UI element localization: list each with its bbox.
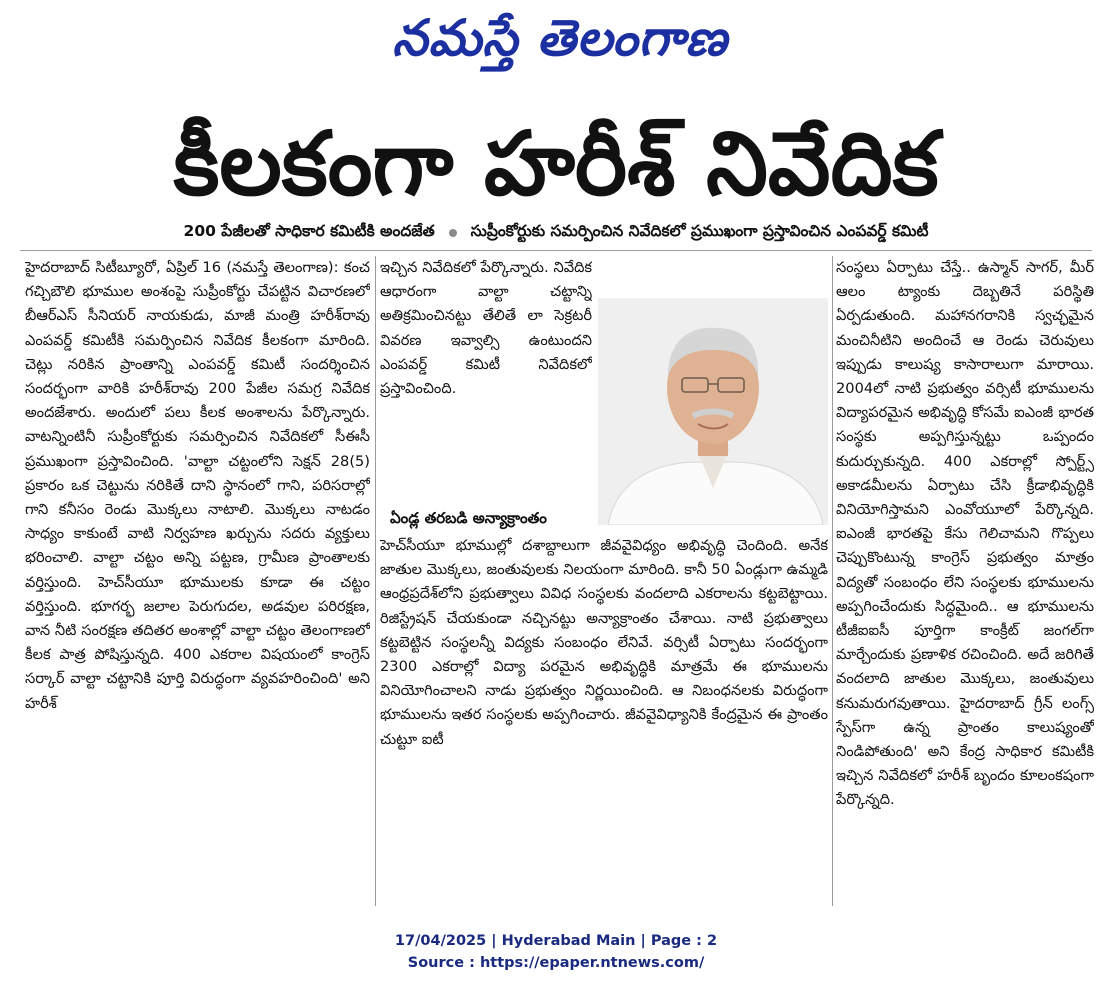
bullet-dot-icon (449, 229, 457, 237)
column-divider (375, 256, 376, 906)
column-divider (832, 256, 833, 906)
article-column-3 (836, 256, 1094, 906)
article-column-1 (25, 256, 370, 906)
article-text: ఇచ్చిన నివేదికలో పేర్కొన్నారు. నివేదిక ఆధారంగా వాల్టా చట్టాన్ని అతిక్రమించినట్టు తేలితే లా సెక్రటరీ వివరణ ఇవ్వాల్సి ఉంటుందని ఎంపవర్డ్ కమిటీ నివేదికలో ప్రస్తావించింది. (380, 259, 592, 398)
portrait-icon (598, 298, 828, 525)
section-heading: ఏండ్ల తరబడి అన్యాక్రాంతం (390, 509, 547, 527)
subhead-1: 200 పేజీలతో సాధికార కమిటీకి అందజేత (183, 222, 435, 240)
source-line: Source : https://epaper.ntnews.com/ (407, 955, 705, 971)
subheads (20, 220, 1092, 246)
article-text: హైదరాబాద్ సిటీబ్యూరో, ఏప్రిల్ 16 (నమస్తే తెలంగాణ): కంచ గచ్చిబౌలి భూముల అంశంపై సుప్రీంకోర్టు చేపట్టిన విచారణలో బీఆర్ఎస్ సీనియర్ నాయకుడు, మాజీ మంత్రి హరీశ్‌రావు ఎంపవర్డ్ కమిటీకి సమర్పించిన నివేదిక కీలకంగా మారింది. చెట్లు నరికిన ప్రాంతాన్ని ఎంపవర్డ్ కమిటీ సందర్శించిన సందర్భంగా వారికి హరీశ్‌రావు 200 పేజీల సమగ్ర నివేదిక అందజేశారు. అందులో పలు కీలక అంశాలను పేర్కొన్నారు. వాటన్నింటినీ సుప్రీంకోర్టుకు సమర్పించిన నివేదికలో సీఈసీ ప్రముఖంగా ప్రస్తావించింది. 'వాల్టా చట్టంలోని సెక్షన్ 28(5) ప్రకారం ఒక చెట్టును నరికితే దాని స్థానంలో గాని, పరిసరాల్లో గాని కనీసం రెండు మొక్కలు నాటాలి. మొక్కలు నాటడం సాధ్యం కాకుంటే వాటి నిర్వహణ ఖర్చును సదరు వ్యక్తులు భరించాలి. వాల్టా చట్టం అన్ని పట్టణ, గ్రామీణ ప్రాంతాలకు వర్తిస్తుంది. హెచ్‌సీయూ భూములకు కూడా ఈ చట్టం వర్తిస్తుంది. భూగర్భ జలాల పెరుగుదల, అడవుల పరిరక్షణ, వాన నీటి సంరక్షణ తదితర అంశాల్లో వాల్టా చట్టం తెలంగాణలో కీలక పాత్ర పోషిస్తున్నది. 400 ఎకరాల విషయంలో కాంగ్రెస్ సర్కార్ వాల్టా చట్టానికి పూర్తి విరుద్ధంగా వ్యవహరించింది' అని హరీశ్ (25, 259, 370, 712)
headline: కీలకంగా హరీశ్ నివేదిక (173, 112, 939, 215)
article-text: హెచ్‌సీయూ భూముల్లో దశాబ్దాలుగా జీవవైవిధ్యం అభివృద్ధి చెందింది. అనేక జాతుల మొక్కలు, జంతువులకు నిలయంగా మారింది. కానీ 50 ఏండ్లుగా ఉమ్మడి ఆంధ్రప్రదేశ్‌లోని ప్రభుత్వాలు వివిధ సంస్థలకు వందలాది ఎకరాలను కట్టబెట్టాయి. రిజిస్ట్రేషన్ చేయకుండా నచ్చినట్టు అన్యాక్రాంతం చేశాయి. నాటి ప్రభుత్వాలు కట్టబెట్టిన సంస్థలన్నీ విద్యకు సంబంధం లేనివే. వర్సిటీ ఏర్పాటు సందర్భంగా 2300 ఎకరాల్లో విద్యా పరమైన అభివృద్ధికి మాత్రమే ఈ భూములను వినియోగించాలని నాడు ప్రభుత్వం నిర్ణయించింది. ఆ నిబంధనలకు విరుద్ధంగా భూములను ఇతర సంస్థలకు అప్పగించారు. జీవవైవిధ్యానికి కేంద్రమైన ఈ ప్రాంతం చుట్టూ ఐటీ (380, 537, 828, 748)
article-column-2-bottom (380, 534, 828, 906)
divider (20, 250, 1092, 251)
article-text: సంస్థలు ఏర్పాటు చేస్తే.. ఉస్మాన్ సాగర్, మీర్ ఆలం ట్యాంకు దెబ్బతినే పరిస్థితి ఏర్పడుతుంది. మహానగరానికి స్వచ్ఛమైన మంచినీటిని అందించే ఆ రెండు చెరువులు ఇప్పుడు కాలుష్య కాసారాలుగా మారాయి. 2004లో నాటి ప్రభుత్వం వర్సిటీ భూములను విద్యాపరమైన అభివృద్ధి కోసమే ఐఎంజీ భారత సంస్థకు అప్పగిస్తున్నట్టు ఒప్పందం కుదుర్చుకున్నది. 400 ఎకరాల్లో స్పోర్ట్స్ అకాడమీలను ఏర్పాటు చేసి క్రీడాభివృద్ధికి వినియోగిస్తామని ఎంవోయూలో పేర్కొన్నది. ఐఎంజీ భారతపై కేసు గెలిచామని గొప్పలు చెప్పుకొంటున్న కాంగ్రెస్ ప్రభుత్వం మాత్రం విద్యతో సంబంధం లేని సంస్థలకు భూములను అప్పగించేందుకు సిద్ధమైంది.. ఆ భూములను టీజీఐఐసీ పూర్తిగా కాంక్రీట్ జంగల్‌గా మార్చేందుకు ప్రణాళిక రచించింది. అదే జరిగితే వందలాది జాతుల మొక్కలు, జంతువులు కనుమరుగవుతాయి. హైదరాబాద్ గ్రీన్ లంగ్స్ స్పేస్‌గా ఉన్న ప్రాంతం కాలుష్యంతో నిండిపోతుంది' అని కేంద్ర సాధికార కమిటీకి ఇచ్చిన నివేదికలో హరీశ్ బృందం కూలంకషంగా పేర్కొన్నది. (836, 259, 1094, 809)
masthead-logo: నమస్తే తెలంగాణ (392, 8, 728, 67)
harish-rao-photo (598, 298, 828, 525)
article-column-2-top (380, 256, 592, 496)
edition-line: 17/04/2025 | Hyderabad Main | Page : 2 (394, 933, 718, 949)
footer (300, 930, 812, 974)
subhead-2: సుప్రీంకోర్టుకు సమర్పించిన నివేదికలో ప్రముఖంగా ప్రస్తావించిన ఎంపవర్డ్ కమిటీ (470, 222, 929, 240)
